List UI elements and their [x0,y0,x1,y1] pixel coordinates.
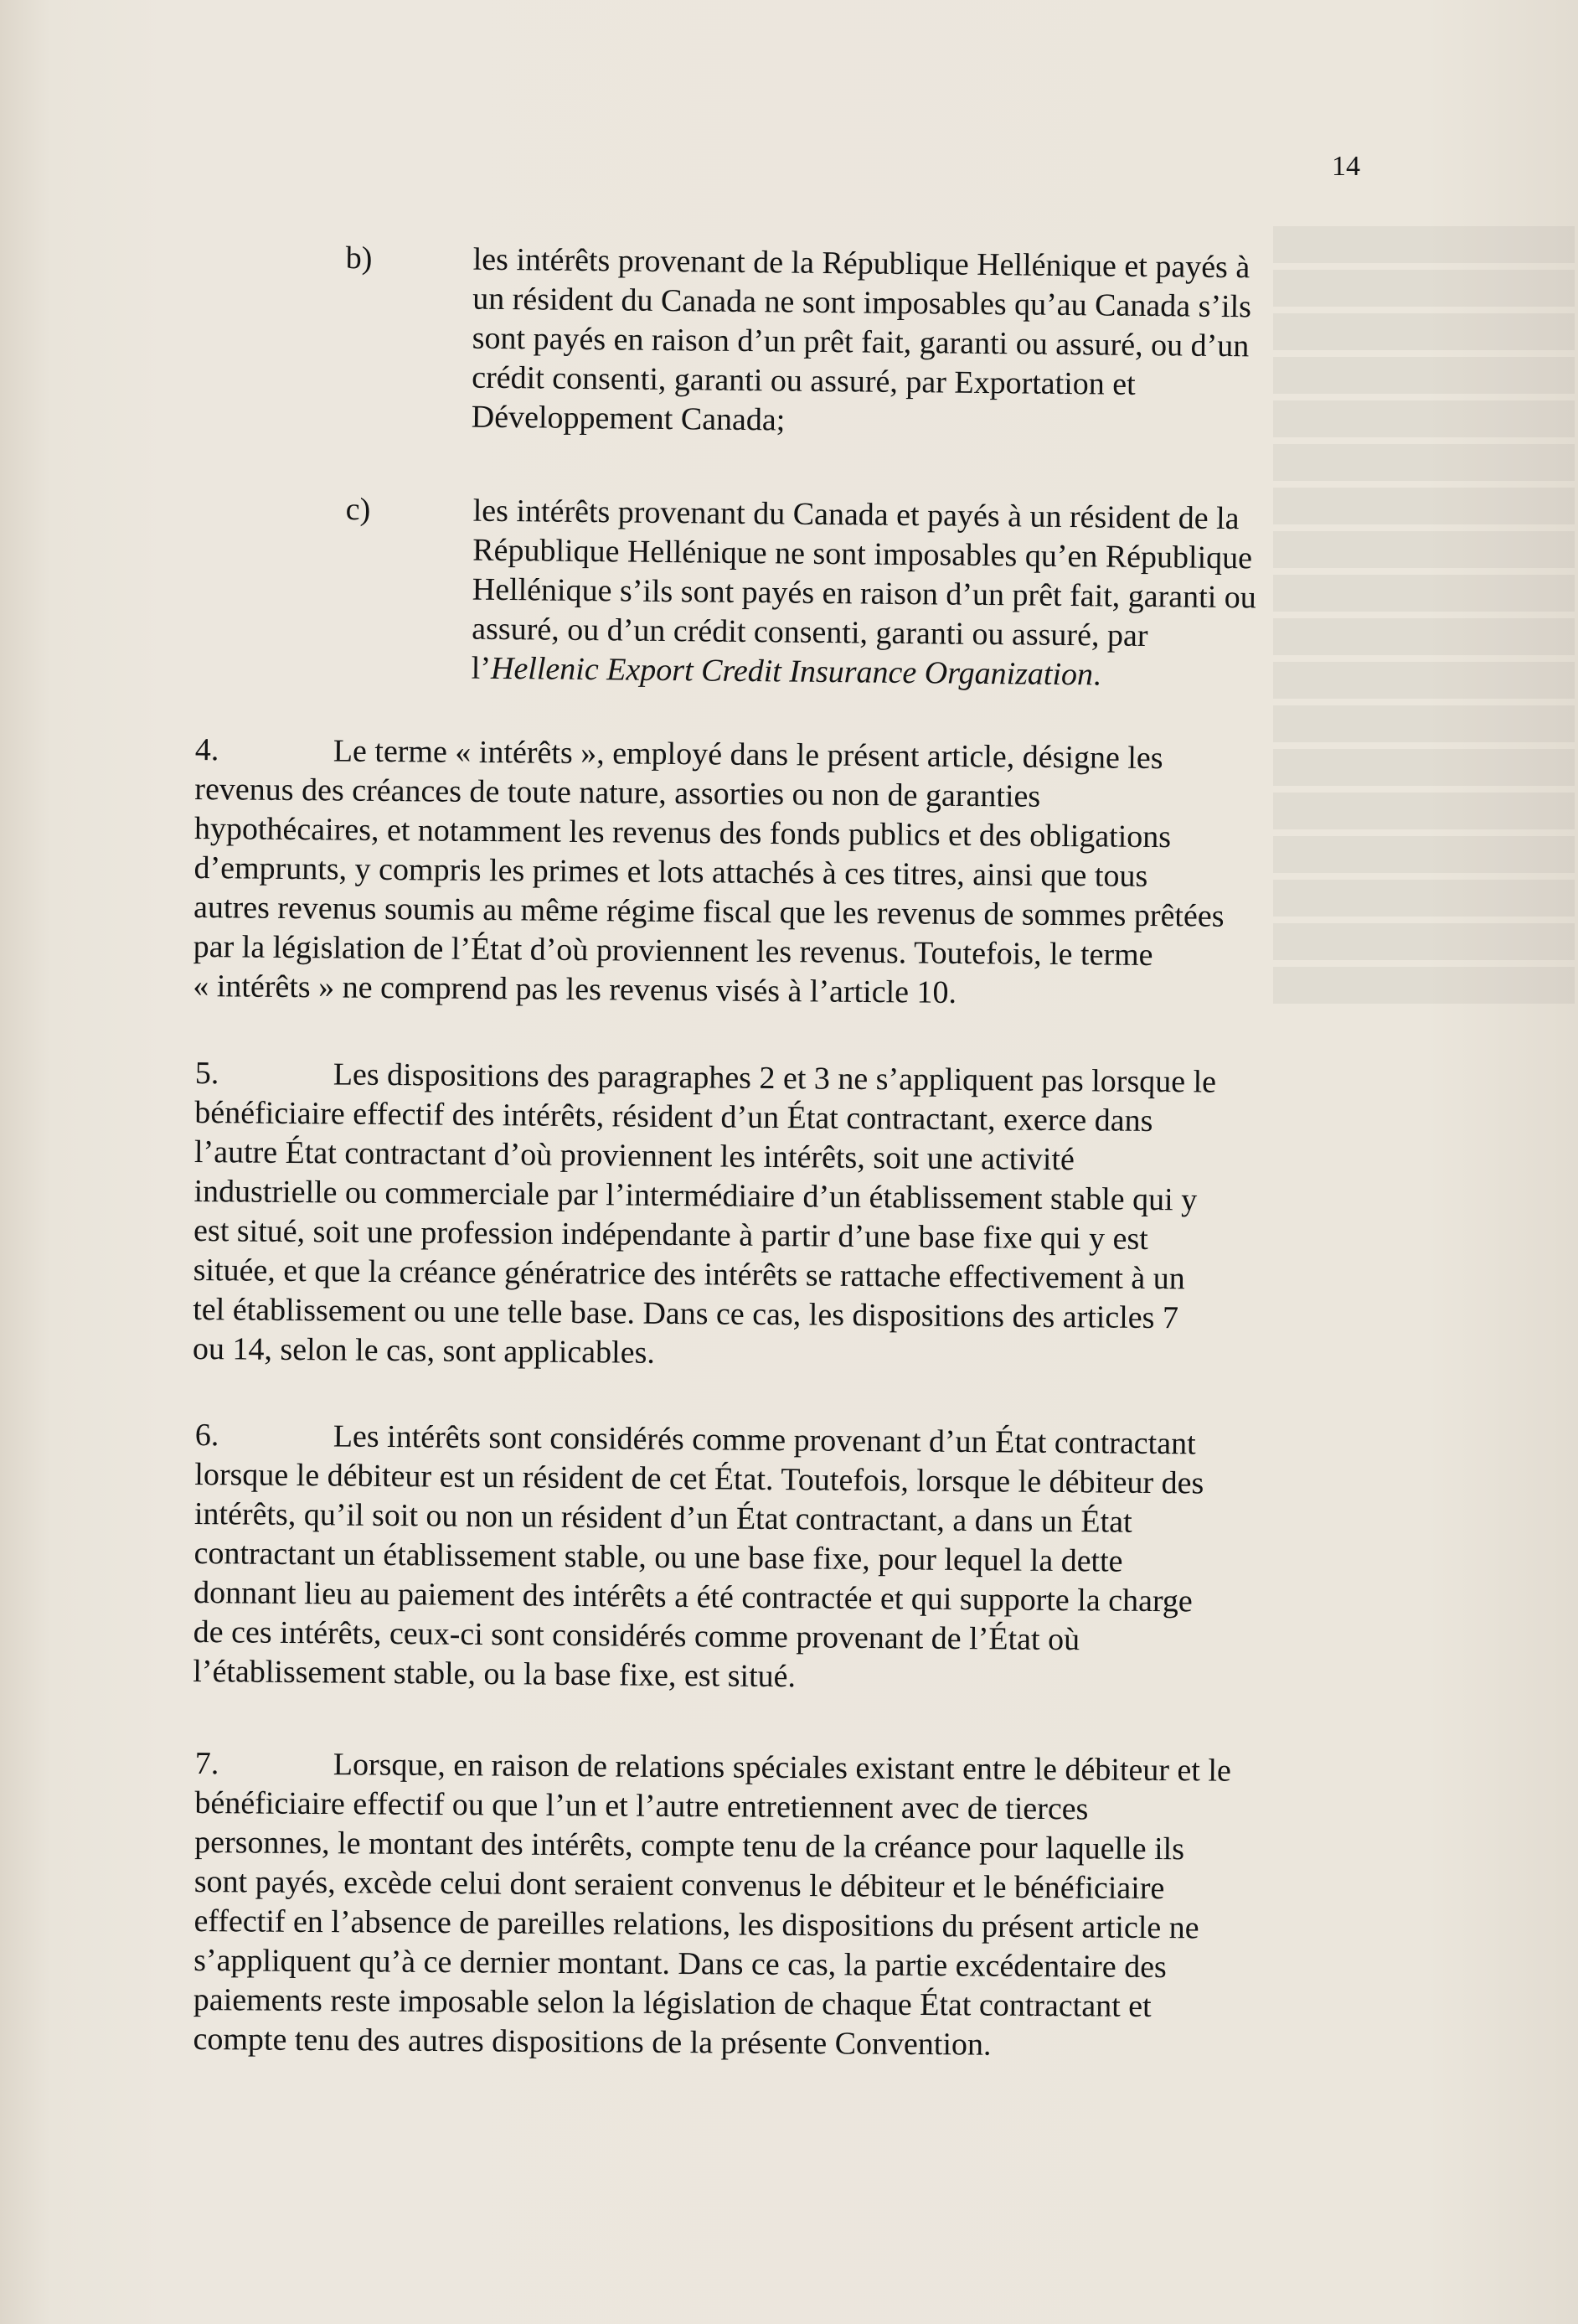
subparagraph-text [472,492,1334,698]
paragraph-7 [193,1744,1326,2067]
subparagraph-c [344,490,1334,697]
paragraph-6 [193,1416,1326,1702]
paragraph-5 [193,1054,1326,1379]
paragraph-text: Le terme « intérêts », employé dans le présent article, désigne les revenus des créances de toute nature, assorties ou non de garanties hypothécaires, et notamment les revenus des fonds publics et des obligations d’emprunts, y compris les primes et lots attachés à ces titres, ainsi que tous autres revenus soumis au même régime fiscal que les revenus de sommes prêtées par la législation de l’État d’où proviennent les revenus. Toutefois, le terme « intérêts » ne comprend pas les revenus visés à l’article 10. [193,733,1225,1010]
subparagraph-marker: b) [345,240,373,276]
paragraph-text: Les intérêts sont considérés comme provenant d’un État contractant lorsque le débiteur est un résident de cet État. Toutefois, lorsque le débiteur des intérêts, qu’il soit ou non un résident d’un État contractant, a dans un État contractant un établissement stable, ou une base fixe, pour lequel la dette donnant lieu au paiement des intérêts a été contractée et qui supporte la charge de ces intérêts, ceux-ci sont considérés comme provenant de l’État où l’établissement stable, ou la base fixe, est situé. [193,1418,1204,1695]
paragraph-text: Les dispositions des paragraphes 2 et 3 ne s’appliquent pas lorsque le bénéficiaire effectif des intérêts, résident d’un État contractant, exerce dans l’autre État contractant d’où proviennent les intérêts, soit une activité industrielle ou commerciale par l’intermédiaire d’un établissement stable qui y est situé, soit une profession indépendante à partir d’une base fixe qui y est située, et que la créance génératrice des intérêts se rattache effectivement à un tel établissement ou une telle base. Dans ce cas, les dispositions des articles 7 ou 14, selon le cas, sont applicables. [192,1056,1217,1371]
paragraph-number: 5. [194,1055,219,1092]
subparagraph-b [344,239,1334,446]
subparagraph-text: les intérêts provenant de la République Hellénique et payés à un résident du Canada ne sont imposables qu’au Canada s’ils sont payés en raison d’un prêt fait, garanti ou assuré, ou d’un crédit consenti, garanti ou assuré, par Exportation et Développement Canada; [471,241,1252,438]
paragraph-4 [193,731,1326,1016]
paragraph-number: 6. [194,1417,219,1454]
subparagraph-text-after: . [1092,657,1101,693]
subparagraph-text-before: les intérêts provenant du Canada et payés à un résident de la République Hellénique ne sont imposables qu’en République Hellénique s’ils sont payés en raison d’un prêt fait, garanti ou assuré, ou d’un crédit consenti, garanti ou assuré, par l’ [471,493,1256,686]
subparagraph-marker: c) [345,491,371,528]
paragraph-text: Lorsque, en raison de relations spéciales existant entre le débiteur et le bénéficiaire effectif ou que l’un et l’autre entretiennent avec de tierces personnes, le montant des intérêts, compte tenu de la créance pour laquelle ils sont payés, excède celui dont seraient convenus le débiteur et le bénéficiaire effectif en l’absence de pareilles relations, les dispositions du présent article ne s’appliquent qu’à ce dernier montant. Dans ce cas, la partie excédentaire des paiements reste imposable selon la législation de chaque État contractant et compte tenu des autres dispositions de la présente Convention. [193,1747,1232,2063]
paragraph-number: 7. [194,1746,219,1782]
paragraph-number: 4. [194,731,219,768]
page-number: 14 [1332,151,1360,182]
organization-name: Hellenic Export Credit Insurance Organization [490,650,1094,693]
